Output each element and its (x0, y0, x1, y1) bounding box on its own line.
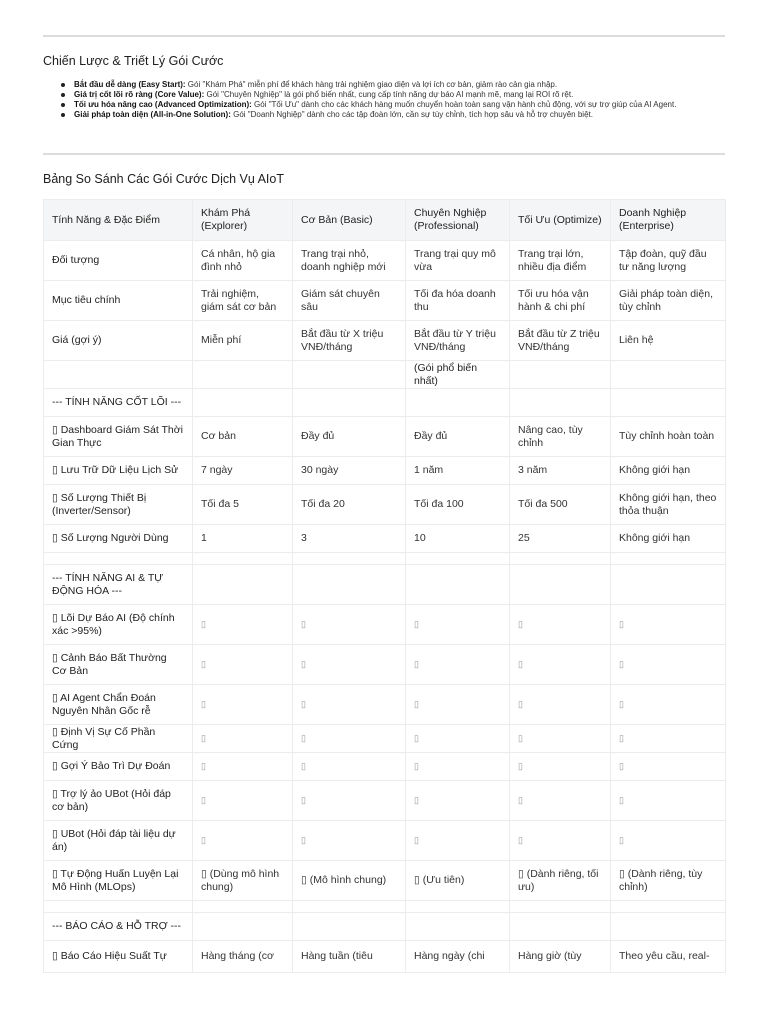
professional-cell: Đầy đủ (406, 417, 510, 457)
explorer-cell (193, 901, 293, 913)
professional-cell: ▯ (406, 725, 510, 753)
enterprise-cell: Giải pháp toàn diện, tùy chỉnh (611, 281, 726, 321)
explorer-cell (193, 565, 293, 605)
table-row (44, 605, 726, 645)
table-row (44, 417, 726, 457)
header-feature: Tính Năng & Đặc Điểm (44, 200, 193, 241)
professional-cell: Trang trại quy mô vừa (406, 241, 510, 281)
feature-cell: ▯ UBot (Hỏi đáp tài liệu dự án) (44, 821, 193, 861)
professional-cell: Tối đa 100 (406, 485, 510, 525)
professional-cell: ▯ (406, 645, 510, 685)
basic-cell: ▯ (293, 753, 406, 781)
optimize-cell: Hàng giờ (tùy (510, 941, 611, 973)
professional-cell: ▯ (406, 685, 510, 725)
table-row (44, 321, 726, 361)
header-optimize: Tối Ưu (Optimize) (510, 200, 611, 241)
basic-cell: ▯ (293, 821, 406, 861)
professional-cell: ▯ (406, 821, 510, 861)
table-row (44, 281, 726, 321)
optimize-cell: ▯ (510, 645, 611, 685)
enterprise-cell: ▯ (611, 685, 726, 725)
basic-cell: ▯ (293, 645, 406, 685)
optimize-cell (510, 361, 611, 389)
explorer-cell: ▯ (193, 725, 293, 753)
basic-cell (293, 913, 406, 941)
optimize-cell (510, 913, 611, 941)
enterprise-cell: Tập đoàn, quỹ đầu tư năng lượng (611, 241, 726, 281)
professional-cell: Hàng ngày (chi (406, 941, 510, 973)
optimize-cell (510, 565, 611, 605)
enterprise-cell (611, 553, 726, 565)
basic-cell (293, 361, 406, 389)
feature-cell: ▯ Gợi Ý Bảo Trì Dự Đoán (44, 753, 193, 781)
table-row (44, 753, 726, 781)
basic-cell (293, 389, 406, 417)
professional-cell (406, 553, 510, 565)
strategy-heading: Chiến Lược & Triết Lý Gói Cước (43, 54, 224, 68)
feature-cell: ▯ Báo Cáo Hiệu Suất Tự (44, 941, 193, 973)
explorer-cell: Trải nghiệm, giám sát cơ bản (193, 281, 293, 321)
basic-cell: Tối đa 20 (293, 485, 406, 525)
enterprise-cell: Liên hệ (611, 321, 726, 361)
table-row (44, 725, 726, 753)
enterprise-cell: ▯ (611, 725, 726, 753)
table-row (44, 553, 726, 565)
professional-cell: 10 (406, 525, 510, 553)
enterprise-cell: ▯ (611, 645, 726, 685)
table-row (44, 901, 726, 913)
basic-cell (293, 901, 406, 913)
optimize-cell (510, 389, 611, 417)
bullet-label: Giá trị cốt lõi rõ ràng (Core Value): (74, 90, 205, 99)
professional-cell: 1 năm (406, 457, 510, 485)
strategy-bullet (58, 90, 726, 100)
basic-cell: ▯ (293, 685, 406, 725)
explorer-cell (193, 361, 293, 389)
basic-cell: Trang trại nhỏ, doanh nghiệp mới (293, 241, 406, 281)
professional-cell: Tối đa hóa doanh thu (406, 281, 510, 321)
divider-top (43, 35, 725, 37)
explorer-cell (193, 553, 293, 565)
divider-middle (43, 153, 725, 155)
bullet-text: Gói "Tối Ưu" dành cho các khách hàng muốn chuyển hoàn toàn sang vận hành chủ động, với sự trợ giúp của AI Agent. (251, 100, 677, 109)
section-label: --- TÍNH NĂNG AI & TỰ ĐỘNG HÓA --- (44, 565, 193, 605)
bullet-text: Gói "Doanh Nghiệp" dành cho các tập đoàn lớn, cần sự tùy chỉnh, tích hợp sâu và hỗ trợ chuyên biệt. (230, 110, 593, 119)
enterprise-cell: ▯ (611, 753, 726, 781)
explorer-cell: ▯ (Dùng mô hình chung) (193, 861, 293, 901)
table-row (44, 389, 726, 417)
table-row (44, 565, 726, 605)
explorer-cell: Cá nhân, hộ gia đình nhỏ (193, 241, 293, 281)
section-label: --- TÍNH NĂNG CỐT LÕI --- (44, 389, 193, 417)
table-row (44, 525, 726, 553)
basic-cell: ▯ (293, 781, 406, 821)
basic-cell: Hàng tuần (tiêu (293, 941, 406, 973)
explorer-cell: 7 ngày (193, 457, 293, 485)
feature-cell (44, 553, 193, 565)
header-professional: Chuyên Nghiệp (Professional) (406, 200, 510, 241)
explorer-cell (193, 913, 293, 941)
basic-cell: ▯ (Mô hình chung) (293, 861, 406, 901)
optimize-cell: Tối đa 500 (510, 485, 611, 525)
explorer-cell: ▯ (193, 781, 293, 821)
feature-cell: ▯ Số Lượng Người Dùng (44, 525, 193, 553)
explorer-cell: Miễn phí (193, 321, 293, 361)
basic-cell: ▯ (293, 725, 406, 753)
optimize-cell: ▯ (510, 685, 611, 725)
professional-cell: Bắt đầu từ Y triệu VNĐ/tháng (406, 321, 510, 361)
feature-cell: ▯ Cảnh Báo Bất Thường Cơ Bản (44, 645, 193, 685)
table-row (44, 645, 726, 685)
explorer-cell: ▯ (193, 685, 293, 725)
bullet-label: Tối ưu hóa nâng cao (Advanced Optimization): (74, 100, 252, 109)
strategy-bullet (58, 80, 726, 90)
enterprise-cell: Không giới hạn, theo thỏa thuận (611, 485, 726, 525)
basic-cell (293, 553, 406, 565)
table-row (44, 685, 726, 725)
explorer-cell: ▯ (193, 605, 293, 645)
enterprise-cell: ▯ (611, 605, 726, 645)
professional-cell: ▯ (406, 605, 510, 645)
table-row (44, 241, 726, 281)
feature-cell: Đối tượng (44, 241, 193, 281)
explorer-cell: Tối đa 5 (193, 485, 293, 525)
basic-cell: ▯ (293, 605, 406, 645)
optimize-cell: ▯ (510, 753, 611, 781)
explorer-cell: Cơ bản (193, 417, 293, 457)
optimize-cell (510, 901, 611, 913)
table-row (44, 821, 726, 861)
optimize-cell: Nâng cao, tùy chỉnh (510, 417, 611, 457)
professional-cell (406, 901, 510, 913)
strategy-bullet (58, 100, 726, 110)
header-basic: Cơ Bản (Basic) (293, 200, 406, 241)
optimize-cell: Trang trại lớn, nhiều địa điểm (510, 241, 611, 281)
feature-cell: ▯ Số Lượng Thiết Bị (Inverter/Sensor) (44, 485, 193, 525)
feature-cell: ▯ Trợ lý ảo UBot (Hỏi đáp cơ bản) (44, 781, 193, 821)
optimize-cell: Tối ưu hóa vận hành & chi phí (510, 281, 611, 321)
basic-cell: Đầy đủ (293, 417, 406, 457)
explorer-cell: ▯ (193, 753, 293, 781)
feature-cell (44, 901, 193, 913)
enterprise-cell (611, 913, 726, 941)
table-row (44, 913, 726, 941)
bullet-label: Bắt đầu dễ dàng (Easy Start): (74, 80, 186, 89)
enterprise-cell: ▯ (611, 821, 726, 861)
enterprise-cell: Không giới hạn (611, 525, 726, 553)
enterprise-cell: ▯ (611, 781, 726, 821)
strategy-bullet (58, 110, 726, 120)
professional-cell: (Gói phổ biến nhất) (406, 361, 510, 389)
table-row (44, 941, 726, 973)
optimize-cell: 3 năm (510, 457, 611, 485)
enterprise-cell: Tùy chỉnh hoàn toàn (611, 417, 726, 457)
feature-cell: ▯ Lõi Dự Báo AI (Độ chính xác >95%) (44, 605, 193, 645)
section-label: --- BÁO CÁO & HỖ TRỢ --- (44, 913, 193, 941)
feature-cell: ▯ Dashboard Giám Sát Thời Gian Thực (44, 417, 193, 457)
explorer-cell: Hàng tháng (cơ (193, 941, 293, 973)
professional-cell: ▯ (406, 753, 510, 781)
table-row (44, 457, 726, 485)
table-row (44, 861, 726, 901)
feature-cell: ▯ Định Vị Sự Cố Phần Cứng (44, 725, 193, 753)
bullet-text: Gói "Khám Phá" miễn phí để khách hàng trải nghiệm giao diện và lợi ích cơ bản, giảm rào cản gia nhập. (185, 80, 558, 89)
table-row (44, 485, 726, 525)
optimize-cell: ▯ (Dành riêng, tối ưu) (510, 861, 611, 901)
feature-cell: Giá (gợi ý) (44, 321, 193, 361)
plan-comparison-table (43, 199, 726, 973)
enterprise-cell: ▯ (Dành riêng, tùy chỉnh) (611, 861, 726, 901)
basic-cell: 30 ngày (293, 457, 406, 485)
strategy-bullet-list (58, 80, 726, 120)
enterprise-cell (611, 565, 726, 605)
explorer-cell: ▯ (193, 821, 293, 861)
bullet-text: Gói "Chuyên Nghiệp" là gói phổ biến nhất, cung cấp tính năng dự báo AI mạnh mẽ, mang lại ROI rõ rệt. (204, 90, 574, 99)
professional-cell: ▯ (406, 781, 510, 821)
enterprise-cell: Theo yêu cầu, real- (611, 941, 726, 973)
basic-cell: 3 (293, 525, 406, 553)
basic-cell: Giám sát chuyên sâu (293, 281, 406, 321)
explorer-cell (193, 389, 293, 417)
optimize-cell: ▯ (510, 821, 611, 861)
table-row (44, 781, 726, 821)
enterprise-cell (611, 901, 726, 913)
professional-cell (406, 565, 510, 605)
feature-cell: ▯ Lưu Trữ Dữ Liệu Lịch Sử (44, 457, 193, 485)
optimize-cell: Bắt đầu từ Z triệu VNĐ/tháng (510, 321, 611, 361)
header-enterprise: Doanh Nghiệp (Enterprise) (611, 200, 726, 241)
feature-cell: Mục tiêu chính (44, 281, 193, 321)
professional-cell: ▯ (Ưu tiên) (406, 861, 510, 901)
optimize-cell: ▯ (510, 605, 611, 645)
explorer-cell: 1 (193, 525, 293, 553)
explorer-cell: ▯ (193, 645, 293, 685)
enterprise-cell: Không giới hạn (611, 457, 726, 485)
optimize-cell: ▯ (510, 725, 611, 753)
enterprise-cell (611, 389, 726, 417)
optimize-cell (510, 553, 611, 565)
feature-cell: ▯ Tự Động Huấn Luyện Lại Mô Hình (MLOps) (44, 861, 193, 901)
table-heading: Bảng So Sánh Các Gói Cước Dịch Vụ AIoT (43, 172, 284, 186)
feature-cell: ▯ AI Agent Chẩn Đoán Nguyên Nhân Gốc rễ (44, 685, 193, 725)
optimize-cell: ▯ (510, 781, 611, 821)
basic-cell: Bắt đầu từ X triệu VNĐ/tháng (293, 321, 406, 361)
feature-cell (44, 361, 193, 389)
table-row (44, 361, 726, 389)
bullet-label: Giải pháp toàn diện (All-in-One Solution): (74, 110, 231, 119)
table-header-row (44, 200, 726, 241)
optimize-cell: 25 (510, 525, 611, 553)
professional-cell (406, 913, 510, 941)
header-explorer: Khám Phá (Explorer) (193, 200, 293, 241)
enterprise-cell (611, 361, 726, 389)
basic-cell (293, 565, 406, 605)
professional-cell (406, 389, 510, 417)
